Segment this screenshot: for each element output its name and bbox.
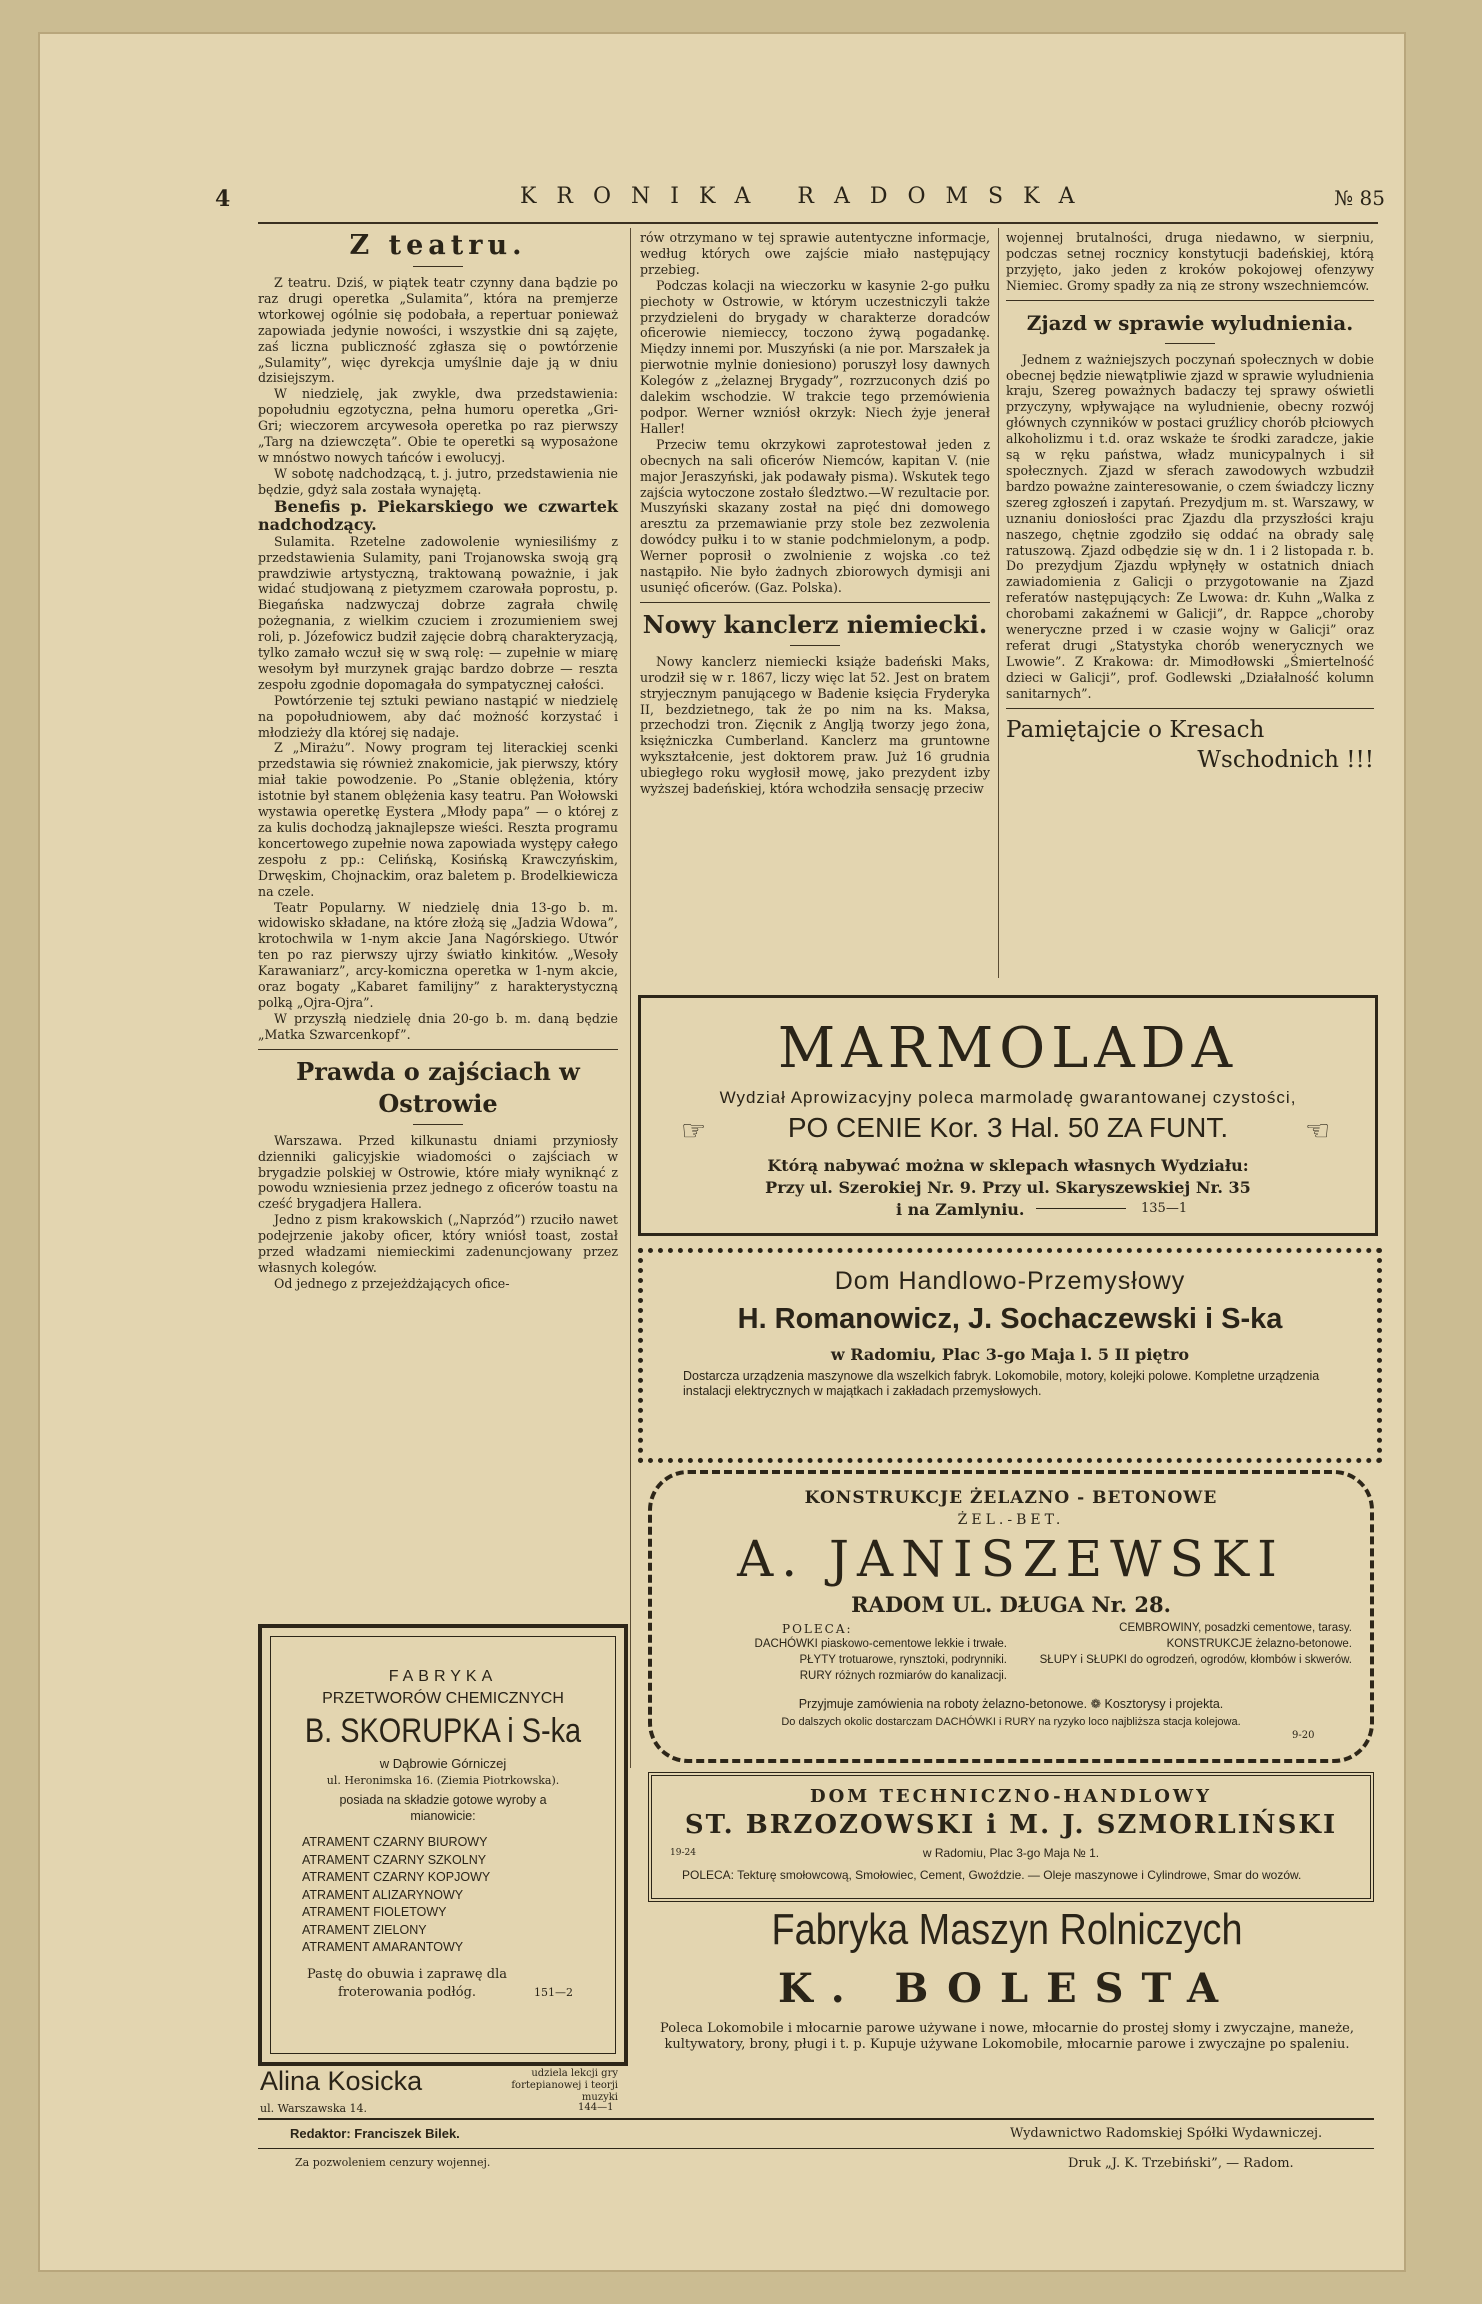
- ad-text: Pastę do obuwia i zaprawę dla froterowania podłóg.: [307, 1967, 507, 2000]
- paragraph: Jednem z ważniejszych poczynań społecznych w dobie obecnej będzie niewątpliwie zjazd w sprawie wyludnienia kraju, Szereg poważnych badaczy tej sprawy oświetli przyczyny, wpływające na wyludnienie, obecny rozwój głównych czynników w postaci gruźlicy chorób płciowych alkoholizmu i t.d. oraz wskaże te środki zaradcze, jakie są w ręku państwa, władz municypalnych i sił społecznych. Zjazd w sferach zawodowych wzbudził bardzo poważne zainteresowanie, o czem świadczy liczny szereg zgłoszeń i zapytań. Prezydjum m. st. Warszawy, w uznaniu doniosłości prac Zjazdu dla przyszłości kraju naszego, chętnie zgodziło się oddać na obrady salę ratuszową. Zjazd odbędzie się w dn. 1 i 2 listopada r. b. Do prezydjum Zjazdu wpłynęły w ostatnich dniach zawiadomienia z Galicji o przygotowanie na Zjazd referatów następujących: Ze Lwowa: dr. Kuhn „Walka z chorobami zakaźnemi w Galicji”, dr. Rappce „choroby weneryczne przed i w czasie wojny w Galicji” oraz referat drugi „Statystyka chorób wenerycznych we Lwowie”. Z Krakowa: dr. Mimodłowski „Śmiertelność dzieci w Galicji”, prof. Godlewski „Działalność kolumn sanitarnych”.: [1006, 351, 1374, 701]
- ad-item: PŁYTY trotuarowe, rynsztoki, podrynniki.: [799, 1654, 1007, 1666]
- ad-title: Fabryka Maszyn Rolniczych: [771, 1905, 1243, 1954]
- newspaper-title: KRONIKA RADOMSKA: [520, 184, 1095, 209]
- kresy-slogan: [1006, 715, 1374, 775]
- title-separator: [413, 266, 463, 267]
- ad-text: posiada na składzie gotowe wyroby a mianowicie:: [339, 1793, 547, 1823]
- paragraph: Podczas kolacji na wieczorku w kasynie 2-go pułku piechoty w Ostrowie, w którym uczestniczyli także przydzieleni do brygady w charakterze doradców oficerowie niemieccy, toczono żywą pogadankę. Między innemi por. Muszyński (a nie por. Marszałek ja pierwotnie mylnie doniesiono) poruszył losy dawnych Kolegów z „żelaznej Brygady”, rozrzuconych dziś po dalekim wschodzie. W trakcie tego przemówienia podpor. Werner wzniósł okrzyk: Niech żyje jenerał Haller!: [640, 277, 990, 436]
- paragraph: Sulamita. Rzetelne zadowolenie wyniesiliśmy z przedstawienia Sulamity, pani Trojanowska swoją grą prawdziwie artystyczną, traktowaną poważnie, i jak widać studjowaną z pietyzmem czarowała poprostu, p. Biegańska nadzwyczaj dobrze zagrała chwilę pożegnania, z wielkim czuciem i zrozumieniem swej roli, p. Józefowicz budził zajęcie dobrą charakteryzacją, tylko zamało wczuł się w swą rolę: — zupełnie w miarę wesołym był murzynek grając bardzo dobrze — reszta zespołu zgodnie dopomagała do sympatycznej całości.: [258, 533, 618, 692]
- footer-rule: [258, 2148, 1374, 2149]
- ad-text: Przy ul. Szerokiej Nr. 9. Przy ul. Skaryszewskiej Nr. 35: [765, 1178, 1251, 1197]
- section-title-kanclerz: Nowy kanclerz niemiecki.: [642, 609, 988, 639]
- ad-company-name: ST. BRZOZOWSKI i M. J. SZMORLIŃSKI: [684, 1810, 1338, 1840]
- column-1: [258, 230, 618, 1292]
- ad-item: DACHÓWKI piaskowo-cementowe lekkie i trwałe.: [754, 1638, 1007, 1650]
- kresy-line: Pamiętajcie o Kresach: [1006, 716, 1265, 743]
- ad-item: ATRAMENT FIOLETOWY: [302, 1905, 447, 1919]
- section-rule: [1006, 300, 1374, 301]
- header-rule: [258, 222, 1378, 224]
- footer-rule: [258, 2118, 1374, 2120]
- title-separator: [413, 1124, 463, 1125]
- ad-text: PRZETWORÓW CHEMICZNYCH: [322, 1690, 564, 1707]
- footer-censor: Za pozwoleniem cenzury wojennej.: [295, 2156, 491, 2169]
- section-rule: [1006, 708, 1374, 709]
- ad-text: i na Zamlyniu.: [896, 1200, 1025, 1219]
- ad-text: POLECA: Tekturę smołowcową, Smołowiec, Cement, Gwoździe. — Oleje maszynowe i Cylindrowe, Smar do wozów.: [682, 1868, 1302, 1882]
- column-2: [640, 230, 990, 797]
- ad-text: POLECA:: [782, 1622, 853, 1636]
- section-title-teatr: Z teatru.: [349, 230, 527, 261]
- ad-company-name: Alina Kosicka: [260, 2066, 423, 2096]
- ad-text: KONSTRUKCJE ŻELAZNO - BETONOWE: [804, 1488, 1218, 1508]
- ad-item: SŁUPY i SŁUPKI do ogrodzeń, ogrodów, kłombów i skwerów.: [1039, 1654, 1352, 1666]
- ad-brzozowski: [648, 1772, 1374, 1902]
- ad-text: DOM TECHNICZNO-HANDLOWY: [810, 1786, 1212, 1807]
- ad-text: ŻEL.-BET.: [957, 1512, 1065, 1528]
- ad-text: Dostarcza urządzenia maszynowe dla wszelkich fabryk. Lokomobile, motory, kolejki polowe. Kompletne urządzenia instalacji elektrycznych w majątkach i zakładach przemysłowych.: [683, 1369, 1320, 1398]
- ad-item: ATRAMENT CZARNY SZKOLNY: [302, 1852, 487, 1867]
- ad-address: RADOM UL. DŁUGA Nr. 28.: [851, 1592, 1171, 1617]
- kresy-line: Wschodnich !!!: [1197, 746, 1374, 773]
- hand-pointer-icon: ☞: [1305, 1115, 1331, 1146]
- ad-text: Wydział Aprowizacyjny poleca marmoladę gwarantowanej czystości,: [719, 1088, 1297, 1107]
- section-title-zjazd: Zjazd w sprawie wyludnienia.: [1026, 310, 1354, 335]
- ad-text: Dom Handlowo-Przemysłowy: [834, 1267, 1186, 1295]
- ad-item: RURY różnych rozmiarów do kanalizacji.: [799, 1670, 1007, 1682]
- ad-bolesta: [640, 1905, 1374, 2095]
- paragraph: W niedzielę, jak zwykle, dwa przedstawienia: popołudniu egzotyczna, pełna humoru operetka „Gri-Gri; wieczorem arcywesoła operetka po raz pierwszy „Targ na dziewczęta”. Obie te operetki są wyposażone w mnóstwo nowych tańców i ewolucyj.: [258, 386, 618, 465]
- ad-text: FABRYKA: [388, 1668, 498, 1685]
- ad-item: ATRAMENT ZIELONY: [302, 1922, 427, 1937]
- title-separator: [1165, 343, 1215, 344]
- section-title-ostrow: Prawda o zajściach w Ostrowie: [296, 1056, 580, 1118]
- title-separator: [790, 645, 840, 646]
- ad-marmolada: [638, 995, 1378, 1236]
- column-divider: [630, 228, 631, 1768]
- column-divider: [998, 228, 999, 978]
- ad-code: 151—2: [534, 1986, 573, 1999]
- ad-item: CEMBROWINY, posadzki cementowe, tarasy.: [1119, 1622, 1352, 1634]
- ad-address: w Radomiu, Plac 3-go Maja l. 5 II piętro: [830, 1345, 1190, 1364]
- ad-rule: [1036, 1208, 1126, 1209]
- ad-item: ATRAMENT AMARANTOWY: [302, 1940, 464, 1954]
- page-number: 4: [215, 186, 231, 212]
- ad-text: Poleca Lokomobile i młocarnie parowe używane i nowe, młocarnie do prostej słomy i zwyczajne, maneże, kultywatory, brony, pługi i t. p. Kupuje używane Lokomobile, młocarnie parowe i zwyczajne po spaleniu.: [660, 2021, 1354, 2052]
- ad-skorupka: [258, 1624, 628, 2066]
- ad-code: 144—1: [578, 2102, 614, 2113]
- ad-address: ul. Heronimska 16. (Ziemia Piotrkowska).: [326, 1774, 560, 1787]
- ad-item: ATRAMENT ALIZARYNOWY: [302, 1887, 464, 1902]
- paragraph: wojennej brutalności, druga niedawno, w sierpniu, podczas setnej rocznicy konstytucji badeńskiej, którą przyjęto, jako jeden z kroków pokojowej ofenzywy Niemiec. Gromy spadły za nią ze strony wszechniemców.: [1006, 230, 1374, 293]
- ad-kosicka: [258, 2066, 620, 2116]
- ad-item: ATRAMENT CZARNY BIUROWY: [302, 1835, 488, 1849]
- ad-item: ATRAMENT CZARNY KOPJOWY: [302, 1870, 491, 1884]
- paragraph: Teatr Popularny. W niedzielę dnia 13-go b. m. widowisko składane, na które złożą się „Jadzia Wdowa”, krotochwila w 1-nym akcie Jana Nagórskiego. Utwór ten po raz pierwszy ujrzy światło kinkitów. „Wesoły Karawaniarz”, arcy-komiczna operetka w 1-nym akcie, oraz bogaty „Kabaret familijny” z harakterystyczną polką „Ojra-Ojra”.: [258, 899, 618, 1010]
- section-rule: [640, 602, 990, 603]
- paragraph: Przeciw temu okrzykowi zaprotestował jeden z obecnych na sali oficerów Niemców, kapitan V. (nie major Jeraszyński, jak podawały pisma). Wskutek tego zajścia wytoczone zostało śledztwo.—W rezultacie por. Muszyński skazany został na pięć dni domowego aresztu za przemawianie przy stole bez zezwolenia dowódcy pułku i to w stanie podchmielonym, a podp. Werner poprosił o zwolnienie z wojska .co też nastąpiło. Nie było żadnych zbiorowych dymisji ani usunięć oficerów. (Gaz. Polska).: [640, 436, 990, 595]
- hand-pointer-icon: ☞: [681, 1115, 707, 1146]
- ad-list-right: [1022, 1620, 1352, 1668]
- ad-price: PO CENIE Kor. 3 Hal. 50 ZA FUNT.: [787, 1112, 1229, 1143]
- ad-text: Którą nabywać można w sklepach własnych Wydziału:: [767, 1156, 1249, 1175]
- benefis-notice: Benefis p. Piekarskiego we czwartek nadchodzący.: [258, 496, 618, 534]
- issue-number: № 85: [1334, 186, 1385, 210]
- ad-romanowicz: [638, 1248, 1382, 1463]
- footer-publisher: Wydawnictwo Radomskiej Spółki Wydawniczej.: [1010, 2126, 1323, 2141]
- page-header: [215, 180, 1385, 220]
- ad-company-name: A. JANISZEWSKI: [737, 1530, 1285, 1588]
- ad-text: w Dąbrowie Górniczej: [379, 1756, 507, 1771]
- ad-address: ul. Warszawska 14.: [260, 2102, 368, 2115]
- footer-printer: Druk „J. K. Trzebiński”, — Radom.: [1068, 2156, 1294, 2171]
- paragraph: Jedno z pism krakowskich („Naprzód”) rzuciło nawet podejrzenie jakoby oficer, który wniósł toast, został przed władzami niemieckimi zadenuncjowany przez własnych kolegów.: [258, 1212, 618, 1275]
- footer-editor: Redaktor: Franciszek Bilek.: [290, 2126, 460, 2141]
- ad-item: KONSTRUKCJE żelazno-betonowe.: [1166, 1638, 1352, 1650]
- ad-list: [302, 1834, 490, 1957]
- ad-janiszewski: [648, 1470, 1374, 1763]
- ad-marmolada-title: MARMOLADA: [777, 1016, 1239, 1081]
- ad-text: udziela lekcji gry fortepianowej i teorji muzyki: [511, 2068, 618, 2103]
- ad-company-name: H. Romanowicz, J. Sochaczewski i S-ka: [737, 1303, 1283, 1335]
- section-rule: [258, 1049, 618, 1050]
- ad-address: w Radomiu, Plac 3-go Maja № 1.: [922, 1846, 1100, 1860]
- column-3: [1006, 230, 1374, 775]
- paragraph: W przyszłą niedzielę dnia 20-go b. m. daną będzie „Matka Szwarcenkopf”.: [258, 1010, 618, 1042]
- ad-code: 9-20: [1292, 1730, 1315, 1741]
- paragraph: Z „Mirażu”. Nowy program tej literackiej scenki przedstawia się również znakomicie, jak pierwszy, który miał takie powodzenie. Po „Stanie oblężenia, który istotnie był stanem oblężenia kasy teatru. Pan Wołowski wystawia operetkę Eystera „Młody papa” — o której z za kulis dochodzą jaknajlepsze wieści. Reszta programu koncertowego zupełnie nowa zapowiada występy całego zespołu z pp.: Celińską, Kosińską Krawczyńskim, Drwęskim, Chojnackim, oraz baletem p. Brodelkiewicza na czele.: [258, 740, 618, 899]
- ad-text: Do dalszych okolic dostarczam DACHÓWKI i RURY na ryzyko loco najbliższa stacja kolejowa.: [781, 1716, 1241, 1728]
- paragraph: W sobotę nadchodzącą, t. j. jutro, przedstawienia nie będzie, gdyż sala została wynajętą.: [258, 465, 618, 497]
- ad-code: 19-24: [670, 1848, 696, 1858]
- paragraph: Powtórzenie tej sztuki pewiano nastąpić w niedzielę na popołudniowem, aby dać możność korzystać i młodzieży dla której się nadaje.: [258, 692, 618, 740]
- ad-list-left: [677, 1636, 1007, 1684]
- paragraph: Od jednego z przejeżdżających ofice-: [274, 1275, 510, 1291]
- ad-company-name: K. BOLESTA: [777, 1965, 1237, 2012]
- paragraph: Nowy kanclerz niemiecki książe badeński Maks, urodził się w r. 1867, liczy więc lat 52. Jest on bratem stryjecznym panującego w Badenie księcia Fryderyka II, bezdzietnego, tak że po nim na ks. Maksa, przechodzi tron. Zięcnik z Anglją tworzy jego żona, księżniczka Cumberland. Kanclerz ma gruntowne wykształcenie, jest doktorem praw. Już 16 grudnia ubiegłego roku wygłosił mowę, jako prezydent izby wyższej badeńskiej, która wchodziła sensację przeciw: [640, 653, 990, 797]
- paragraph: Z teatru. Dziś, w piątek teatr czynny dana bądzie po raz drugi operetka „Sulamita”, która na premjerze wtorkowej ogólnie się podobała, a repertuar ponieważ zapowiada jedynie nowości, i wszystkie dni są zajęte, zaś liczna publiczność zgłasza się o powtórzenie „Sulamity”, więc dyrekcja umyślnie daje ją w dniu dzisiejszym.: [258, 275, 618, 386]
- paragraph: Warszawa. Przed kilkunastu dniami przyniosły dzienniki galicyjskie wiadomości o zajściach w brygadzie polskiej w Ostrowie, które miały wyniknąć z powodu wzniesienia przez jednego z oficerów toastu na cześć brygadjera Hallera.: [258, 1132, 618, 1212]
- ad-text: Przyjmuje zamówienia na roboty żelazno-betonowe. ❁ Kosztorysy i projekta.: [798, 1697, 1224, 1711]
- paragraph: rów otrzymano w tej sprawie autentyczne informacje, według których owe zajście miało następujący przebieg.: [640, 230, 990, 277]
- ad-company-name: B. SKORUPKA i S-ka: [304, 1712, 582, 1750]
- ad-code: 135—1: [1141, 1201, 1188, 1216]
